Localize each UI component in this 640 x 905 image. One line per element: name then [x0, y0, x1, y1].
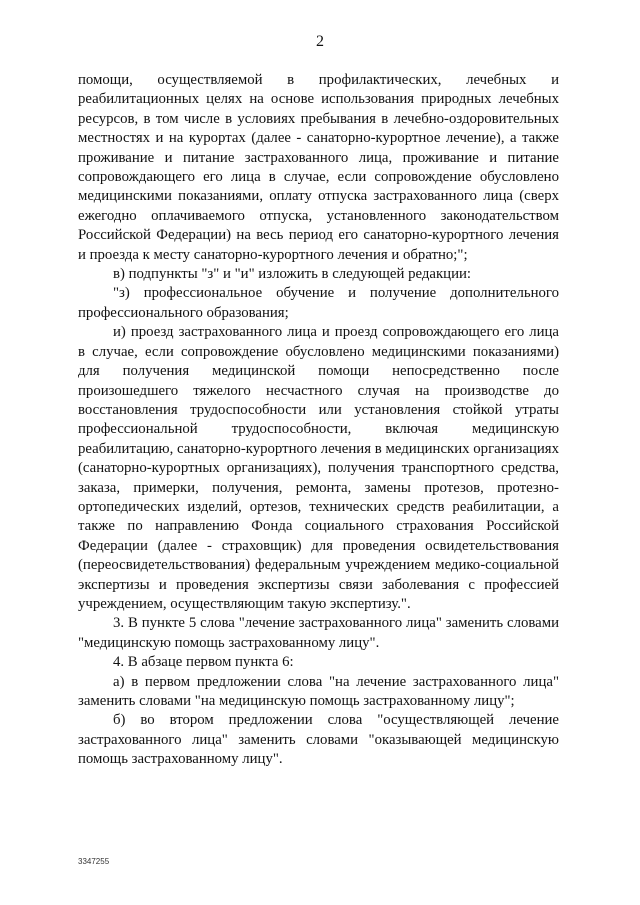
paragraph-continuation: помощи, осуществляемой в профилактических, лечебных и реабилитационных целях на основе использования природных лечебных ресурсов, в том числе в условиях пребывания в лечебно-оздоровительных местностях и на курортах (далее - санаторно-курортное лечение), а также проживание и питание застрахованного лица, проживание и питание сопровождающего его лица в случае, если сопровождение обусловлено медицинскими показаниями, оплату отпуска застрахованного лица (сверх ежегодно оплачиваемого отпуска, установленного законодательством Российской Федерации) на весь период его санаторно-курортного лечения и проезда к месту санаторно-курортного лечения и обратно;"; — [78, 72, 559, 263]
paragraph-subitem-a: а) в первом предложении слова "на лечение застрахованного лица" заменить словами "на медицинскую помощь застрахованному лицу"; — [78, 673, 559, 709]
page-number: 2 — [316, 33, 324, 50]
paragraph-subitem-i: и) проезд застрахованного лица и проезд сопровождающего его лица в случае, если сопровождение обусловлено медицинскими показаниями) для получения медицинской помощи непосредственно после произошедшего тяжелого несчастного случая на производстве до восстановления трудоспособности или установления стойкой утраты профессиональной трудоспособности, включая медицинскую реабилитацию, санаторно-курортного лечения в медицинских организациях (санаторно-курортных организациях), получения транспортного средства, заказа, примерки, получения, ремонта, замены протезов, протезно-ортопедических изделий, ортезов, технических средств реабилитации, а также по направлению Фонда социального страхования Российской Федерации (далее - страховщик) для проведения освидетельствования (переосвидетельствования) федеральным учреждением медико-социальной экспертизы и проведения экспертизы связи заболевания с профессией учреждением, осуществляющим такую экспертизу.". — [78, 324, 559, 612]
paragraph-subitem-z: "з) профессиональное обучение и получение дополнительного профессионального образования; — [78, 285, 559, 321]
paragraph-item-3: 3. В пункте 5 слова "лечение застрахованного лица" заменить словами "медицинскую помощь застрахованному лицу". — [78, 615, 559, 651]
paragraph-subitem-b: б) во втором предложении слова "осуществляющей лечение застрахованного лица" заменить словами "оказывающей медицинскую помощь застрахованному лицу". — [78, 712, 559, 768]
paragraph-item-4: 4. В абзаце первом пункта 6: — [113, 654, 294, 671]
paragraph-subitem-v: в) подпункты "з" и "и" изложить в следующей редакции: — [113, 266, 472, 283]
document-body — [78, 71, 559, 770]
document-code: 3347255 — [78, 857, 110, 866]
